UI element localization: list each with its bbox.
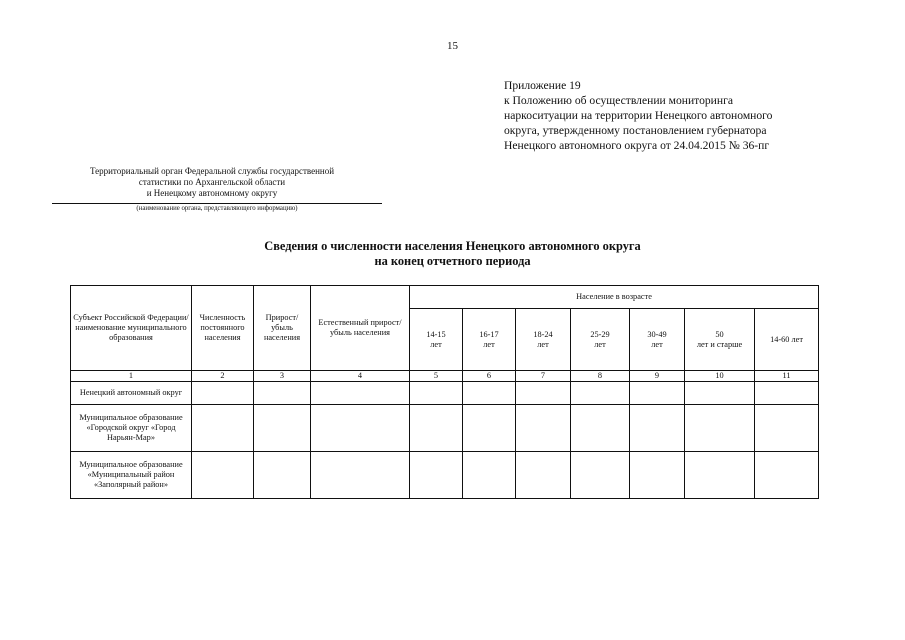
population-table	[70, 285, 819, 499]
column-number: 4	[311, 371, 410, 382]
appendix-line: Приложение 19	[504, 79, 581, 92]
header-age-16-17: 16-17 лет	[463, 309, 516, 371]
table-cell	[311, 452, 410, 499]
table-cell	[410, 452, 463, 499]
header-natural-growth: Естественный прирост/убыль населения	[311, 286, 410, 371]
header-age-group: Население в возрасте	[410, 286, 819, 309]
table-cell	[410, 405, 463, 452]
header-population: Численность постоянного населения	[192, 286, 254, 371]
table-cell	[571, 405, 630, 452]
table-row	[71, 382, 819, 405]
table-cell	[516, 405, 571, 452]
appendix-line: округа, утвержденному постановлением губернатора	[504, 124, 767, 137]
document-title	[0, 239, 905, 269]
header-age-14-15: 14-15 лет	[410, 309, 463, 371]
table-cell	[192, 405, 254, 452]
table-row	[71, 405, 819, 452]
row-label: Ненецкий автономный округ	[71, 382, 192, 405]
header-age-14-60: 14-60 лет	[755, 309, 819, 371]
header-growth: Прирост/ убыль населения	[254, 286, 311, 371]
row-label: Муниципальное образование «Муниципальный район «Заполярный район»	[71, 452, 192, 499]
table-cell	[516, 452, 571, 499]
table-cell	[571, 382, 630, 405]
header-age-30-49: 30-49 лет	[630, 309, 685, 371]
column-number: 10	[685, 371, 755, 382]
column-number: 11	[755, 371, 819, 382]
table-cell	[755, 452, 819, 499]
column-numbers-row	[71, 371, 819, 382]
column-number: 5	[410, 371, 463, 382]
table-cell	[410, 382, 463, 405]
column-number: 2	[192, 371, 254, 382]
appendix-line: Ненецкого автономного округа от 24.04.2015 № 36-пг	[504, 139, 770, 152]
table-cell	[755, 382, 819, 405]
organization-line: статистики по Архангельской области	[138, 177, 286, 187]
header-age-50-plus: 50 лет и старше	[685, 309, 755, 371]
appendix-note	[504, 78, 884, 153]
table-cell	[630, 452, 685, 499]
title-line-2: на конец отчетного периода	[374, 254, 531, 268]
table-row	[71, 452, 819, 499]
table-cell	[463, 405, 516, 452]
appendix-line: наркоситуации на территории Ненецкого автономного	[504, 109, 773, 122]
organization-name	[52, 166, 372, 199]
appendix-line: к Положению об осуществлении мониторинга	[504, 94, 733, 107]
column-number: 1	[71, 371, 192, 382]
table-cell	[516, 382, 571, 405]
table-cell	[254, 405, 311, 452]
table-cell	[311, 405, 410, 452]
column-number: 8	[571, 371, 630, 382]
table-cell	[685, 452, 755, 499]
table-cell	[192, 382, 254, 405]
organization-caption: (наименование органа, представляющего информацию)	[136, 205, 298, 212]
table-cell	[463, 452, 516, 499]
column-number: 3	[254, 371, 311, 382]
table-cell	[463, 382, 516, 405]
header-age-25-29: 25-29 лет	[571, 309, 630, 371]
table-cell	[630, 405, 685, 452]
title-line-1: Сведения о численности населения Ненецкого автономного округа	[264, 239, 641, 253]
organization-line: и Ненецкому автономному округу	[146, 188, 278, 198]
table-cell	[254, 452, 311, 499]
header-subject: Субъект Российской Федерации/ наименование муниципального образования	[71, 286, 192, 371]
table-cell	[192, 452, 254, 499]
table-cell	[630, 382, 685, 405]
table-cell	[685, 405, 755, 452]
row-label: Муниципальное образование «Городской округ «Город Нарьян-Мар»	[71, 405, 192, 452]
table-cell	[571, 452, 630, 499]
table-cell	[254, 382, 311, 405]
page-number: 15	[447, 40, 458, 52]
header-row-1	[71, 286, 819, 309]
column-number: 7	[516, 371, 571, 382]
table-cell	[685, 382, 755, 405]
column-number: 9	[630, 371, 685, 382]
organization-line: Территориальный орган Федеральной службы государственной	[89, 166, 335, 176]
table-cell	[311, 382, 410, 405]
organization-underline	[52, 203, 382, 204]
column-number: 6	[463, 371, 516, 382]
header-age-18-24: 18-24 лет	[516, 309, 571, 371]
table-cell	[755, 405, 819, 452]
